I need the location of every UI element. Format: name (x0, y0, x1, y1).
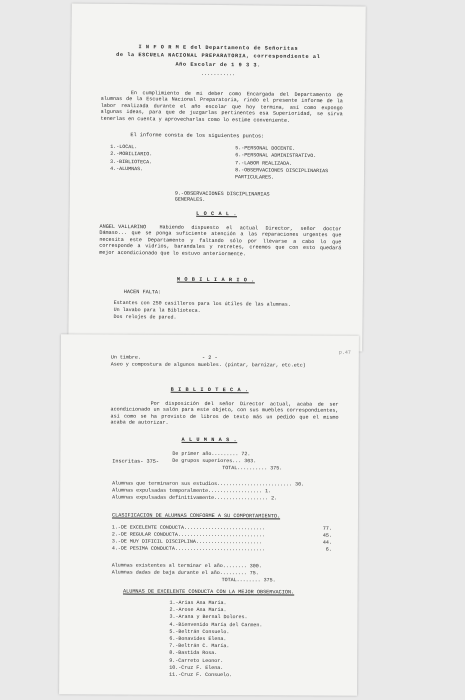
list-item: 1.-Arias Ana María. (169, 599, 227, 607)
list-item: Alumnas expulsadas definitivamente.................. 2. (112, 494, 278, 502)
document-page-2 (59, 334, 359, 696)
report-title-line-1: I N F O R M E del Departamento de Señoritas (138, 44, 299, 52)
list-item: Alumnas que terminaron sus estudios......................... 30. (112, 480, 305, 488)
list-item: 4.-ALUMNAS. (110, 165, 144, 173)
report-title-line-2: de la ESCUELA NACIONAL PREPARATORIA, correspondiente al (116, 51, 321, 61)
list-item: 5.-Beltrán Consuelo. (169, 628, 230, 635)
list-item: Un timbre. (110, 354, 141, 361)
mobiliario-heading: M O B I L I A R I O . (176, 276, 255, 284)
alumnas-heading: A L U M N A S . (181, 436, 238, 444)
list-item: 7.-LABOR REALIZADA. (235, 159, 293, 167)
clasif-label: 1.-DE EXCELENTE CONDUCTA........................... (111, 524, 265, 532)
biblioteca-paragraph: Por disposición del señor Director actual, acaba de ser acondicionado un salón para este objeto, con sus muebles correspondientes, así como se ha provisto de libros de texto más un pedido que el mismo acaba de autorizar. (110, 400, 339, 427)
existentes-stats (112, 562, 276, 584)
points-right-list (235, 145, 350, 183)
mobiliario-continued (111, 354, 306, 369)
list-item: 1.-LOCAL. (110, 143, 138, 151)
clasif-label: 2.-DE REGULAR CONDUCTA............................. (111, 531, 265, 539)
list-item: 9.-Carreto Leonor. (169, 657, 224, 664)
excelente-list (169, 600, 262, 680)
list-item: 3.-Arana y Bernal Dolores. (169, 614, 248, 621)
list-item: Alumnas existentes al terminar el año........ 300. (111, 562, 262, 570)
title-separator: ........... (200, 70, 236, 78)
mobiliario-list (113, 300, 290, 322)
report-title-line-3: Año Escolar de 1 9 3 3. (175, 61, 261, 69)
list-item: 2.-MOBILIARIO. (110, 151, 153, 158)
list-item: Un lavabo para la Biblioteca. (113, 306, 201, 314)
list-item: Aseo y compostura de algunos muebles. (pintar, barnizar, etc.etc) (110, 361, 306, 369)
clasif-value: 45. (322, 532, 332, 539)
inscritas-label: Inscritas- 375- (112, 458, 159, 465)
local-paragraph: Habiendo dispuesto el actual Director, señor doctor Dámaso... que se ponga suficiente atención a las reparaciones urgentes que necesita este Departamento y faltando sólo por llevarse a cabo lo que corresponde a vidrios, barandales y retretes, creemos que con esto quedará mejor acondicionado que lo estuvo anteriormente. (99, 224, 342, 257)
inscritas-breakdown (172, 451, 282, 473)
list-item: De grupos superiores... 303. (172, 457, 257, 465)
point-9: 9.-OBSERVACIONES DISCIPLINARIAS GENERALES. (174, 190, 270, 204)
list-item: 10.-Cruz F. Elena. (169, 664, 224, 671)
pencil-annotation: p.47 (338, 349, 351, 356)
list-item: 11.-Cruz F. Consuelo. (169, 671, 233, 679)
list-item: Alumnas expulsadas temporalmente.................. 1. (112, 487, 272, 495)
clasificacion-list (112, 524, 332, 553)
alumnas-stats (112, 480, 304, 502)
local-heading: L O C A L . (196, 210, 238, 218)
list-item: De primer año......... 72. (172, 450, 251, 458)
clasif-value: 44. (322, 539, 332, 546)
list-item: 5.-PERSONAL DOCENTE. (235, 145, 296, 152)
list-item (112, 545, 332, 553)
clasif-label: 4.-DE PESIMA CONDUCTA.............................. (111, 545, 265, 553)
list-item: 8.-OBSERVACIONES DISCIPLINARIAS PARTICULARES. (234, 167, 329, 181)
list-item: TOTAL.......... 375. (222, 465, 283, 472)
clasif-value: 6. (325, 546, 332, 553)
list-item: 3.-BIBLIOTECA. (110, 158, 153, 165)
points-intro: El informe consta de los siguientes puntos: (130, 132, 265, 140)
list-item: 4.-Bienvenido María del Carmen. (169, 621, 263, 628)
local-name: ANGEL VALLARINO (99, 223, 147, 231)
intro-paragraph: En cumplimiento de mi deber como Encargada del Departamento de alumnas de la Escuela Nacional Preparatoria, rindo el presente informe de la labor realizada durante el año escolar que hoy termina, así como expongo algunas ideas, para que de juzgarlas pertinentes esa Superioridad, se sirva tenerlas en cuenta y aprovecharlas como lo estime conveniente. (100, 90, 343, 124)
list-item: Alumnas dadas de baja durante el año......... 75. (111, 569, 259, 577)
list-item: 8.-Bastida Rosa. (169, 650, 218, 657)
biblioteca-heading: B I B L I O T E C A . (170, 386, 249, 394)
list-item: 6.-PERSONAL ADMINISTRATIVO. (235, 152, 317, 160)
clasificacion-heading: CLASIFICACION DE ALUMNAS CONFORME A SU COMPORTAMIENTO. (111, 512, 281, 520)
clasif-value: 77. (322, 525, 332, 532)
page-number: - 2 - (202, 354, 218, 362)
list-item: 6.-Bonavides Elena. (169, 635, 227, 643)
list-item: Estantes con 250 casilleros para los útiles de las alumnas. (113, 299, 291, 308)
excelente-heading: ALUMNAS DE EXCELENTE CONDUCTA CON LA MEJOR OBSERVACION. (122, 588, 295, 596)
clasif-label: 3.-DE MUY DIFICIL DISCIPLINA...................... (111, 538, 262, 546)
list-item: 7.-Beltrán C. María. (169, 643, 230, 650)
list-item: Dos relojes de pared. (113, 313, 177, 321)
mobiliario-subheading: HACEN FALTA: (123, 289, 162, 296)
list-item: TOTAL........ 375. (221, 577, 276, 584)
list-item: 2.-Arose Ana María. (169, 606, 227, 614)
points-left-list (110, 144, 152, 174)
document-page-1 (68, 3, 366, 351)
